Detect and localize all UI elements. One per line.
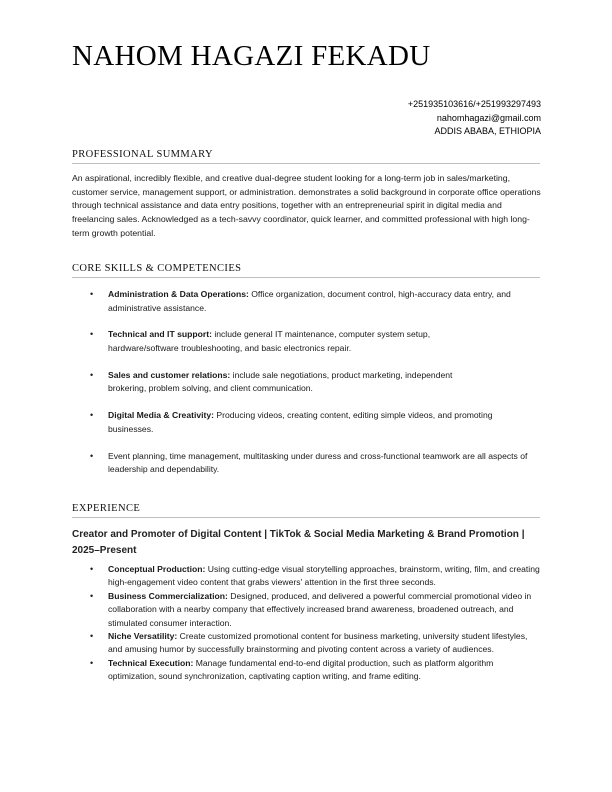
experience-text: Designed, produced, and delivered a powerful commercial promotional video in collaboration with a nearby company that effectively increased brand awareness, broadened outreach, and stimulated consumer interaction. bbox=[108, 590, 532, 628]
skill-text: Producing videos, creating content, editing simple videos, and promoting businesses. bbox=[108, 410, 493, 434]
summary-text: An aspirational, incredibly flexible, and creative dual-degree student looking for a long-term job in sales/marketing, customer service, management support, or administration. demonstrates a solid background in corporate office operations through technical assistance and data entry positions, together with an entrepreneurial spirit in digital media and freelancing sales. Acknowledged as a tech-savvy coordinator, quick learner, and committed professional with high long-term growth potential. bbox=[72, 173, 541, 238]
experience-item bbox=[72, 563, 540, 590]
experience-label: Business Commercialization: bbox=[108, 590, 228, 601]
skill-item bbox=[72, 369, 532, 396]
experience-item bbox=[72, 630, 540, 657]
experience-text: Create customized promotional content for business marketing, university student lifestyles, and amusing humor by successfully brainstorming and pivoting content across a variety of audiences. bbox=[108, 631, 528, 655]
contact-block bbox=[408, 98, 541, 139]
summary-heading: PROFESSIONAL SUMMARY bbox=[72, 149, 540, 164]
experience-item bbox=[72, 657, 540, 684]
skill-label: Administration & Data Operations: bbox=[108, 289, 249, 299]
skill-text: Office organization, document control, high-accuracy data entry, and administrative assistance. bbox=[108, 289, 511, 313]
experience-text: Using cutting-edge visual storytelling approaches, brainstorm, writing, film, and creating high-engagement video content that grabs viewers' attention in the first three seconds. bbox=[108, 564, 540, 588]
resume-name: NAHOM HAGAZI FEKADU bbox=[72, 40, 431, 72]
skill-text: Event planning, time management, multitasking under duress and cross-functional teamwork are all aspects of leadership and dependability. bbox=[108, 450, 528, 475]
skill-item bbox=[72, 288, 532, 315]
skill-item bbox=[72, 409, 532, 436]
skill-text: include general IT maintenance, computer system setup, hardware/software troubleshooting, and basic electronics repair. bbox=[108, 329, 431, 353]
experience-label: Conceptual Production: bbox=[108, 564, 206, 574]
experience-heading: EXPERIENCE bbox=[72, 503, 540, 518]
experience-item bbox=[72, 590, 540, 630]
skills-list bbox=[72, 288, 532, 490]
skill-item bbox=[72, 328, 532, 355]
skill-item bbox=[72, 450, 532, 477]
location-text: ADDIS ABABA, ETHIOPIA bbox=[434, 126, 541, 137]
skill-label: Sales and customer relations: bbox=[108, 369, 231, 380]
phone-text: +251935103616/+251993297493 bbox=[407, 99, 541, 109]
experience-text: Manage fundamental end-to-end digital production, such as platform algorithm optimization, sound synchronization, captivating caption writing, and frame editing. bbox=[108, 657, 494, 682]
job-title: Creator and Promoter of Digital Content | TikTok & Social Media Marketing & Brand Promotion | 2025–Present bbox=[72, 529, 525, 556]
experience-label: Niche Versatility: bbox=[108, 631, 178, 642]
skill-label: Technical and IT support: bbox=[108, 329, 212, 340]
skills-heading: CORE SKILLS & COMPETENCIES bbox=[72, 263, 540, 278]
experience-label: Technical Execution: bbox=[108, 657, 194, 668]
skill-text: include sale negotiations, product marketing, independent brokering, problem solving, and client communication. bbox=[108, 369, 453, 394]
email-text: nahomhagazi@gmail.com bbox=[436, 112, 541, 123]
skill-label: Digital Media & Creativity: bbox=[108, 410, 215, 421]
experience-list bbox=[72, 563, 540, 684]
